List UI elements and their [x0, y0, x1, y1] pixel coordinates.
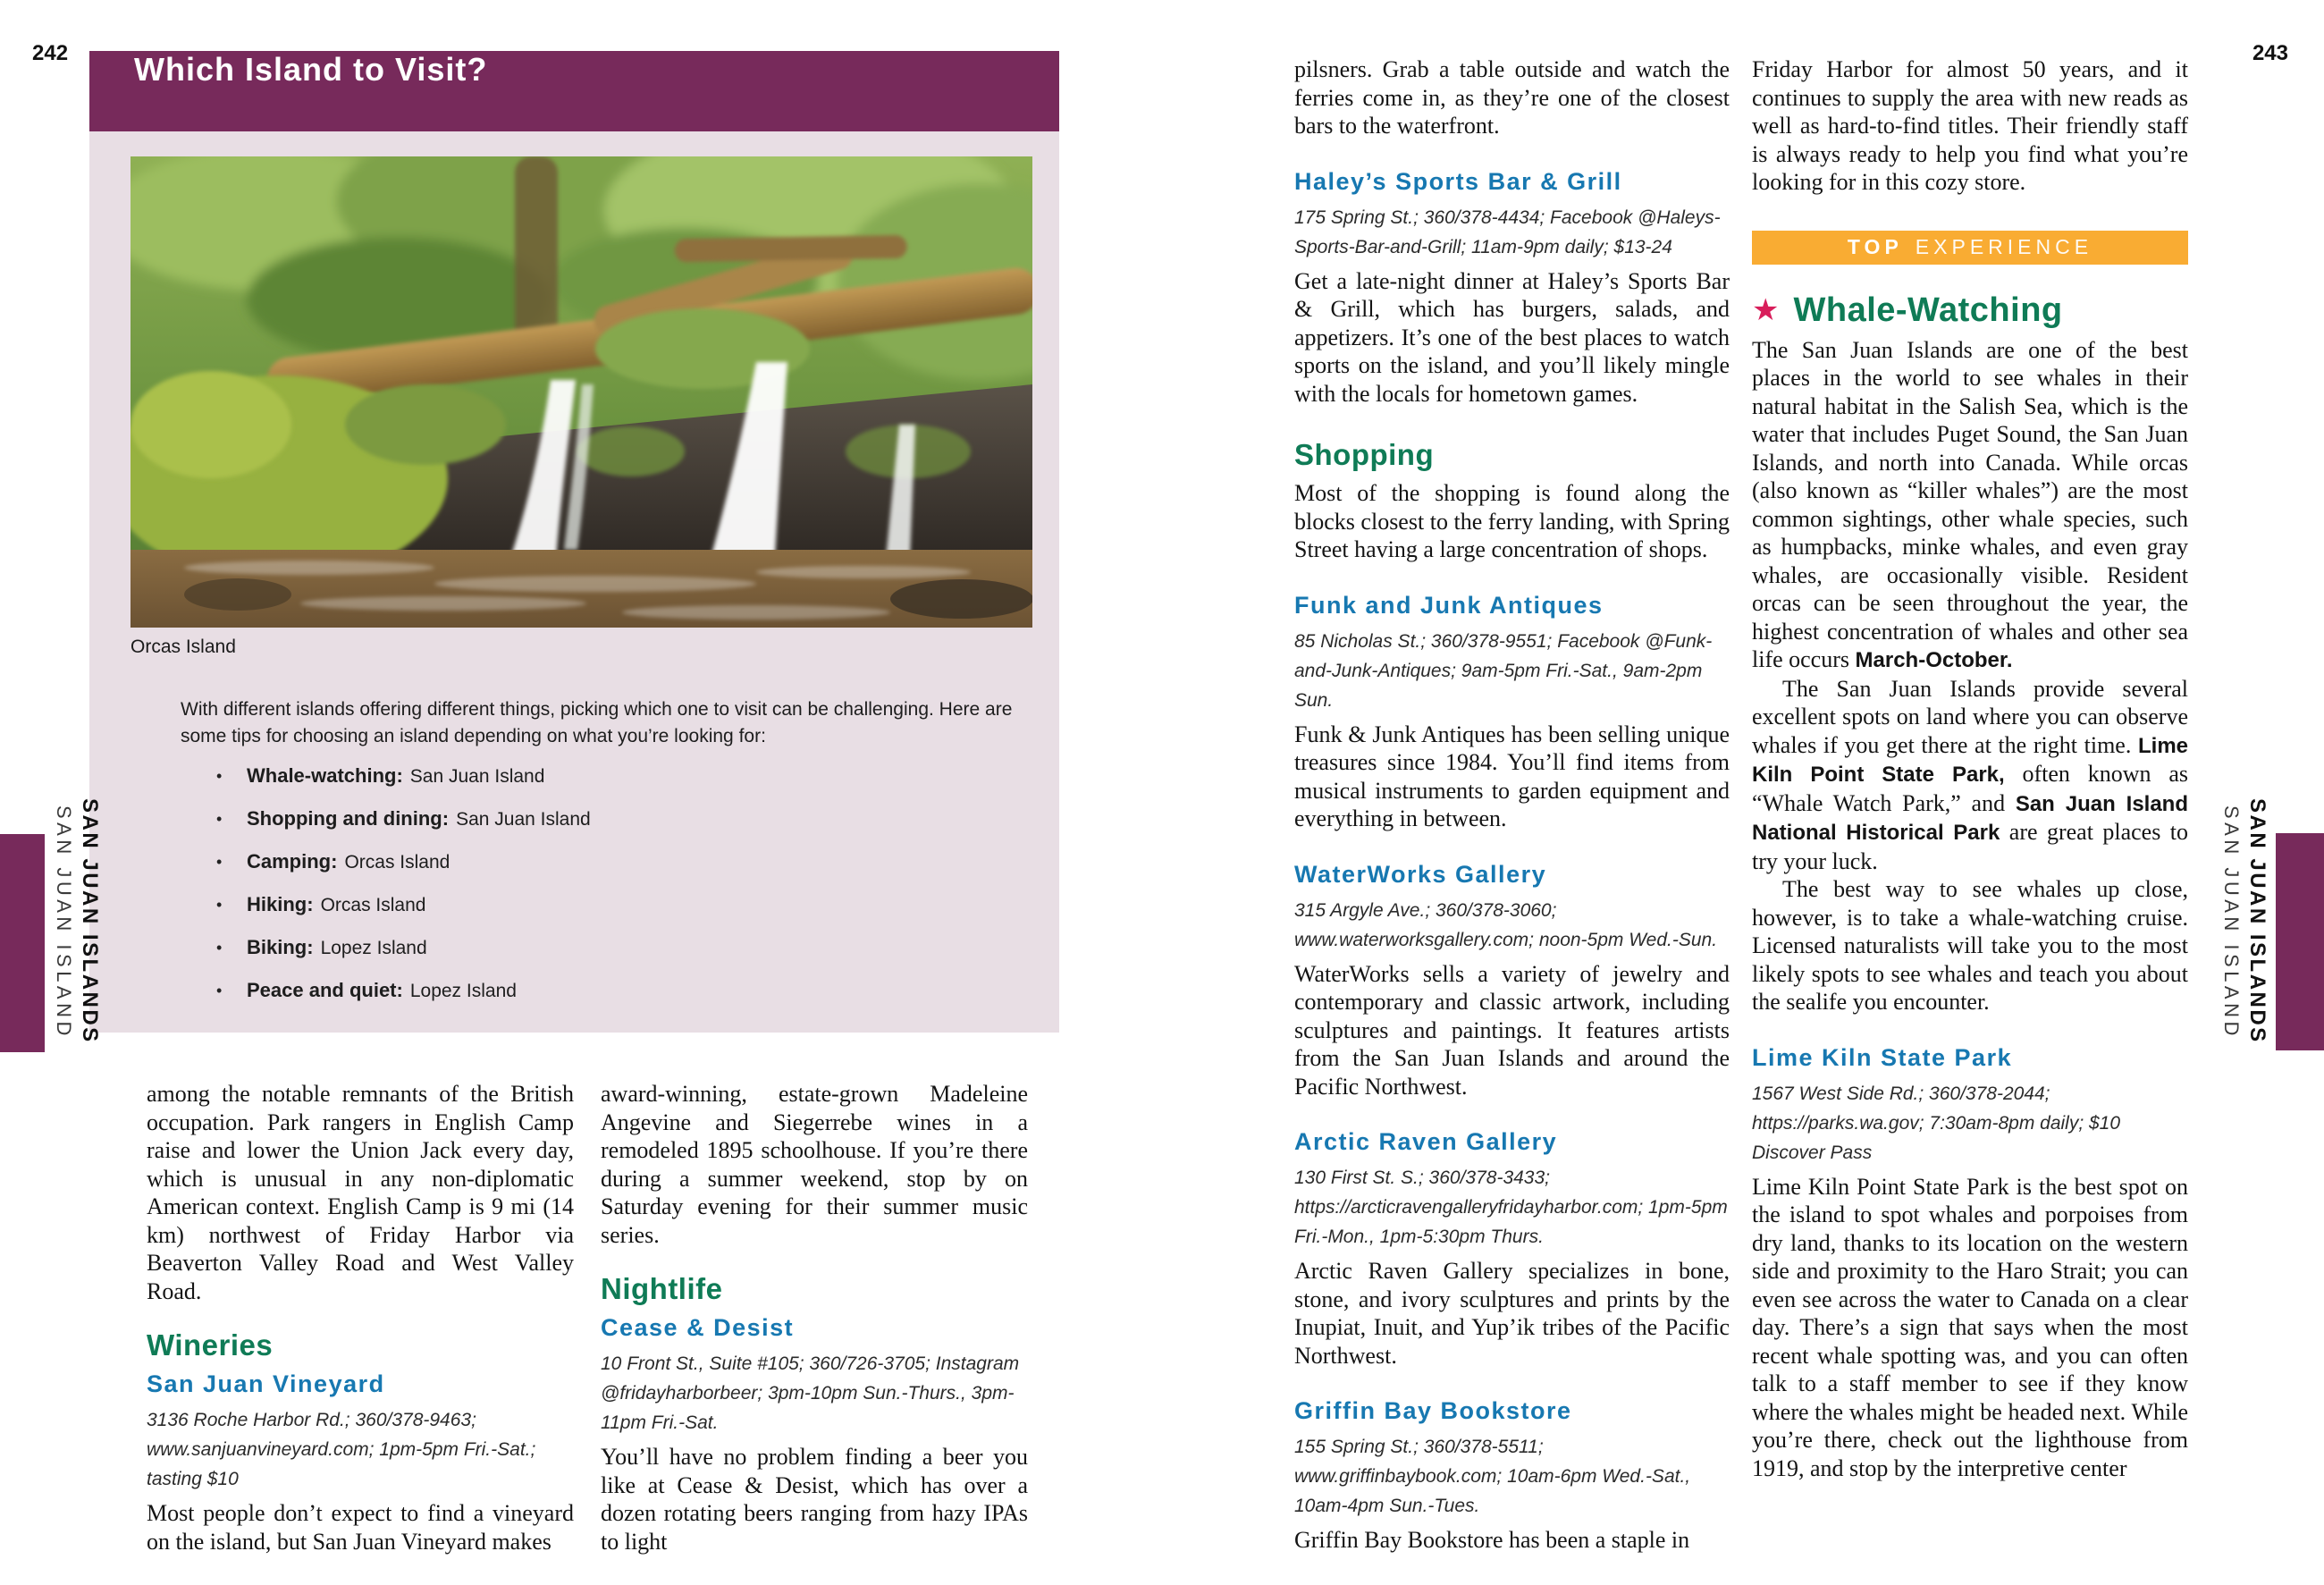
island-tips-list [216, 764, 1032, 1003]
paragraph-text: The San Juan Islands are one of the best places in the world to see whales in their natural habitat in the Salish Sea, which is the water that includes Puget Sound, the San Juan Islands, and north into Canada. While orcas (also known as “killer whales”) are the most common sightings, other whale species, such as humpbacks, minke whales, and even gray whales, are occasionally visible. Resident orcas can be seen throughout the year, the highest concentration of whales and other sea life occurs [1752, 336, 2188, 672]
paragraph-text: The San Juan Islands provide several excellent spots on land where you can observe whales if you get there at the right time. [1752, 675, 2188, 758]
listing-heading-griffin-bay-bookstore: Griffin Bay Bookstore [1294, 1397, 1572, 1424]
listing-info: 3136 Roche Harbor Rd.; 360/378-9463; www.sanjuanvineyard.com; 1pm-5pm Fri.-Sat.; tasting $10 [147, 1410, 536, 1489]
listing-heading-san-juan-vineyard: San Juan Vineyard [147, 1370, 385, 1397]
photo-caption: Orcas Island [131, 637, 236, 657]
listing-info: 315 Argyle Ave.; 360/378-3060; www.waterworksgallery.com; noon-5pm Wed.-Sun. [1294, 899, 1718, 950]
listing-heading-lime-kiln-state-park: Lime Kiln State Park [1752, 1043, 2013, 1071]
left-tab-chapter-label: SAN JUAN ISLANDS [78, 798, 102, 1044]
left-page-column-2 [601, 1080, 1028, 1555]
page-number-left: 242 [32, 41, 69, 65]
feature-box-intro: With different islands offering different things, picking which one to visit can be challenging. Here are some tips for choosing an island depending on what you’re looking for: [181, 699, 1013, 746]
section-heading-shopping: Shopping [1294, 438, 1435, 471]
bullet-label: Hiking: [247, 893, 314, 915]
bullet-value: San Juan Island [409, 766, 545, 787]
page-number-right: 243 [2252, 41, 2288, 65]
banner-label-top: TOP [1847, 235, 1903, 258]
top-experience-banner [1752, 231, 2188, 265]
bullet-label: Biking: [247, 936, 314, 958]
bullet-label: Shopping and dining: [247, 807, 450, 830]
bold-keyword: March-October. [1855, 648, 2013, 672]
bullet-icon: • [216, 853, 223, 871]
bold-keyword: San Juan Island National Historical Park [1752, 791, 2188, 845]
left-edge-tab [0, 834, 45, 1052]
bullet-icon: • [216, 896, 223, 914]
star-icon: ★ [1752, 292, 1780, 327]
right-page-column-1 [1294, 55, 1730, 1555]
body-paragraph [1752, 675, 2188, 876]
bullet-label: Camping: [247, 850, 338, 873]
feature-box [89, 51, 1059, 1033]
list-item [216, 979, 1032, 1003]
feature-box-title: Which Island to Visit? [89, 51, 1059, 131]
paragraph-text: often known as “Whale Watch Park,” and [1752, 761, 2189, 816]
body-paragraph: award-winning, estate-grown Madeleine Angevine and Siegerrebe wines in a remodeled 1895 schoolhouse. If you’re there during a summer weekend, stop by on Saturday evening for their summer music series. [601, 1081, 1028, 1248]
body-paragraph: Most people don’t expect to find a vineyard on the island, but San Juan Vineyard makes [147, 1500, 574, 1555]
right-edge-tab [2276, 833, 2324, 1050]
waterfall-forest-illustration [131, 156, 1032, 628]
bold-keyword: Lime Kiln Point State Park, [1752, 733, 2188, 787]
body-paragraph: Arctic Raven Gallery specializes in bone, stone, and ivory sculptures and prints by the Inupiat, Inuit, and Yup’ik tribes of the Pacific Northwest. [1294, 1258, 1730, 1369]
bullet-icon: • [216, 939, 223, 957]
listing-heading-cease-and-desist: Cease & Desist [601, 1314, 795, 1341]
body-paragraph: WaterWorks sells a variety of jewelry and contemporary and classic artwork, including sculptures and paintings. It features artists from the San Juan Islands and around the Pacific Northwest. [1294, 960, 1730, 1100]
bullet-value: Lopez Island [320, 938, 427, 958]
left-page-column-1 [147, 1080, 574, 1555]
feature-box-body [89, 131, 1059, 1033]
left-tab-section-label: SAN JUAN ISLAND [53, 805, 75, 1040]
listing-info: 175 Spring St.; 360/378-4434; Facebook @Haleys-Sports-Bar-and-Grill; 11am-9pm daily; $13-24 [1294, 207, 1721, 257]
heading-text: Whale-Watching [1793, 291, 2063, 329]
body-paragraph [1752, 336, 2188, 675]
right-tab-section-label: SAN JUAN ISLAND [2220, 805, 2243, 1040]
section-heading-wineries: Wineries [147, 1328, 274, 1362]
listing-heading-funk-and-junk: Funk and Junk Antiques [1294, 591, 1604, 619]
list-item [216, 850, 1032, 874]
bullet-icon: • [216, 810, 223, 828]
bullet-value: Lopez Island [409, 981, 517, 1001]
list-item [216, 893, 1032, 917]
body-paragraph: pilsners. Grab a table outside and watch the ferries come in, as they’re one of the closest bars to the waterfront. [1294, 56, 1730, 139]
body-paragraph: You’ll have no problem finding a beer you like at Cease & Desist, which has over a dozen rotating beers ranging from hazy IPAs to light [601, 1444, 1028, 1555]
bullet-icon: • [216, 767, 223, 785]
bullet-icon: • [216, 982, 223, 999]
list-item [216, 936, 1032, 960]
listing-info: 85 Nicholas St.; 360/378-9551; Facebook @Funk-and-Junk-Antiques; 9am-5pm Fri.-Sat., 9am-2pm Sun. [1294, 630, 1713, 711]
body-paragraph: Funk & Junk Antiques has been selling unique treasures since 1984. You’ll find items from musical instruments to garden equipment and everything in between. [1294, 721, 1730, 831]
listing-info: 10 Front St., Suite #105; 360/726-3705; Instagram @fridayharborbeer; 3pm-10pm Sun.-Thurs., 3pm-11pm Fri.-Sat. [601, 1353, 1020, 1433]
orcas-island-photo [131, 156, 1032, 628]
bullet-value: Orcas Island [344, 852, 450, 873]
paragraph-text: are great places to try your luck. [1752, 819, 2188, 874]
listing-info: 1567 West Side Rd.; 360/378-2044; https://parks.wa.gov; 7:30am-8pm daily; $10 Discover Pass [1752, 1083, 2121, 1163]
right-page-column-2 [1752, 55, 2188, 1482]
listing-heading-waterworks-gallery: WaterWorks Gallery [1294, 860, 1547, 888]
body-paragraph: Friday Harbor for almost 50 years, and it continues to supply the area with new reads as well as hard-to-find titles. Their friendly staff is always ready to help you find what you’re looking for in this cozy store. [1752, 56, 2188, 195]
whale-watching-heading [1752, 291, 2188, 329]
listing-info: 155 Spring St.; 360/378-5511; www.griffinbaybook.com; 10am-6pm Wed.-Sat., 10am-4pm Sun.-Tues. [1294, 1437, 1691, 1516]
list-item [216, 764, 1032, 788]
listing-info: 130 First St. S.; 360/378-3433; https://arcticravengalleryfridayharbor.com; 1pm-5pm Fri.-Mon., 1pm-5:30pm Thurs. [1294, 1168, 1728, 1247]
body-paragraph: Most of the shopping is found along the blocks closest to the ferry landing, with Spring Street having a large concentration of shops. [1294, 480, 1730, 562]
right-tab-chapter-label: SAN JUAN ISLANDS [2245, 798, 2269, 1044]
listing-heading-arctic-raven-gallery: Arctic Raven Gallery [1294, 1128, 1558, 1155]
body-paragraph: Griffin Bay Bookstore has been a staple in [1294, 1527, 1690, 1553]
bullet-value: San Juan Island [456, 809, 591, 830]
body-paragraph: Lime Kiln Point State Park is the best spot on the island to spot whales and porpoises from dry land, thanks to its location on the western side and proximity to the Haro Strait; you can even see across the water to Canada on a clear day. There’s a sign that says when the most recent whale spotting was, and you can often talk to a staff member to see if they know where the whales might be headed next. While you’re there, check out the lighthouse from 1919, and stop by the interpretive center [1752, 1173, 2188, 1481]
section-heading-nightlife: Nightlife [601, 1272, 723, 1305]
listing-heading-haleys-sports-bar: Haley’s Sports Bar & Grill [1294, 167, 1622, 195]
bullet-label: Whale-watching: [247, 764, 403, 787]
list-item [216, 807, 1032, 831]
body-paragraph: Get a late-night dinner at Haley’s Sports Bar & Grill, which has burgers, salads, and appetizers. It’s one of the best places to watch sports on the island, and you’ll likely mingle with the locals for hometown games. [1294, 267, 1730, 407]
body-paragraph: among the notable remnants of the British occupation. Park rangers in English Camp raise and lower the Union Jack every day, which is unusual in any non-diplomatic American context. English Camp is 9 mi (14 km) northwest of Friday Harbor via Beaverton Valley Road and West Valley Road. [147, 1081, 574, 1304]
bullet-label: Peace and quiet: [247, 979, 403, 1001]
bullet-value: Orcas Island [320, 895, 426, 915]
body-paragraph: The best way to see whales up close, however, is to take a whale-watching cruise. Licensed naturalists will take you to the most likely spots to see whales and teach you about the sealife you encounter. [1752, 876, 2188, 1015]
banner-label-experience: EXPERIENCE [1915, 235, 2093, 258]
